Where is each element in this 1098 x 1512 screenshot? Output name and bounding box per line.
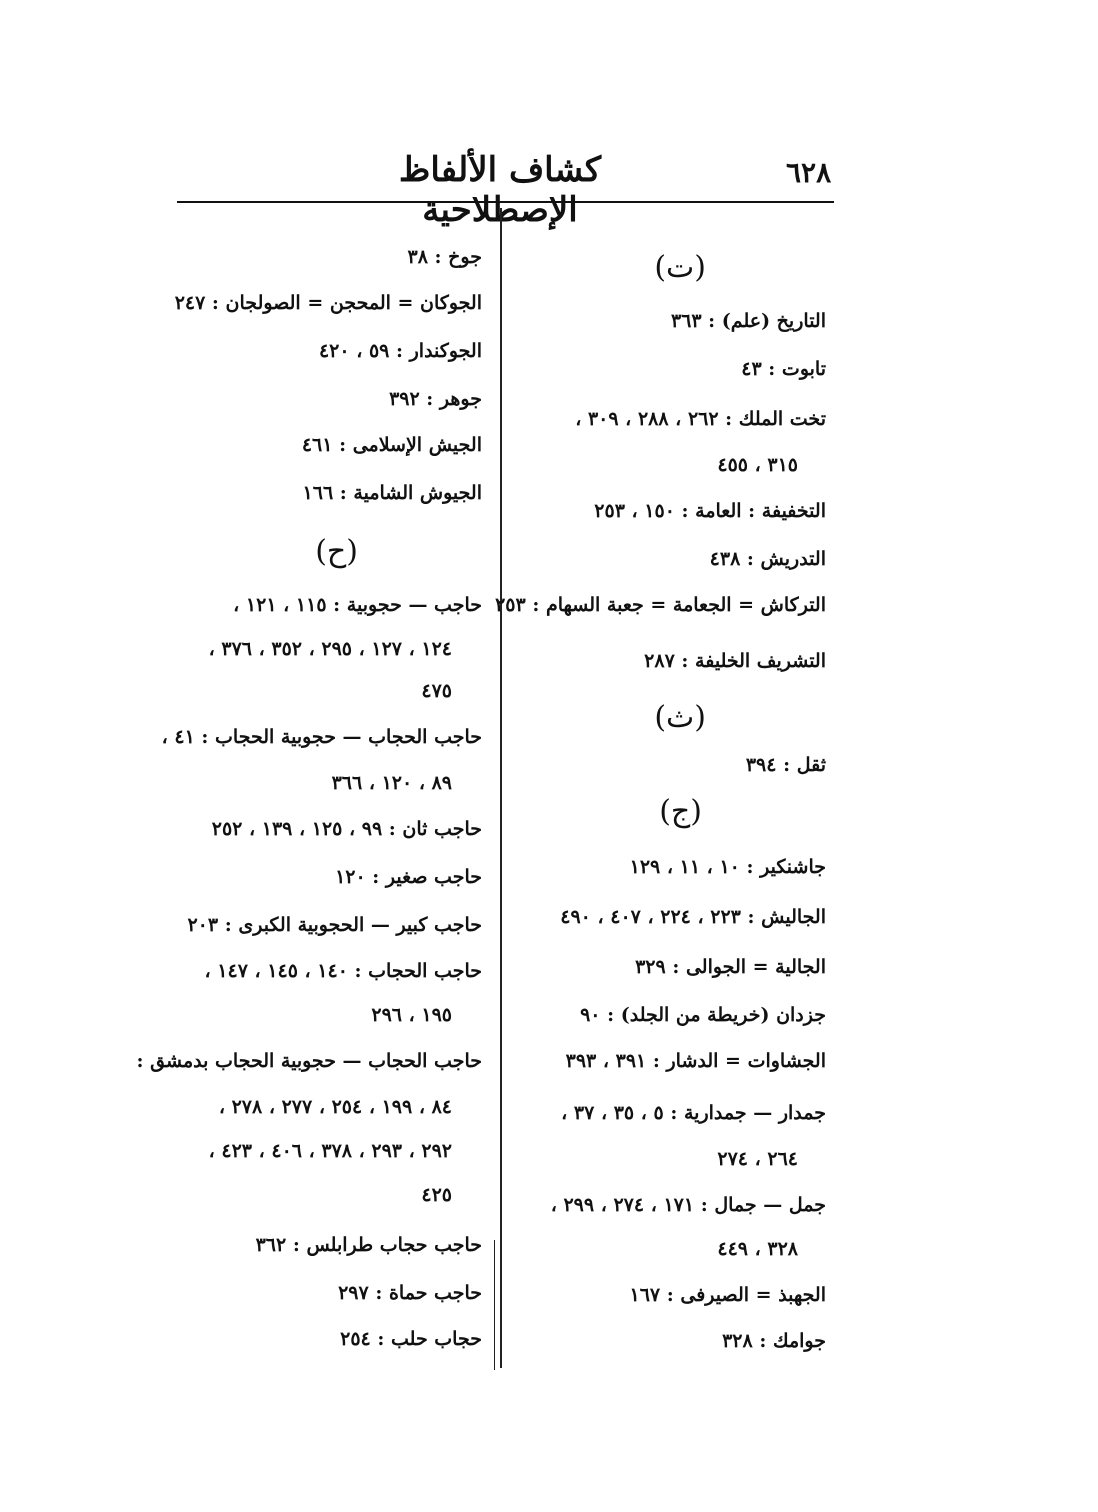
index-entry: الجالية = الجوالى : ٣٢٩ (635, 956, 826, 978)
index-entry: حاجب صغير : ١٢٠ (335, 866, 482, 888)
index-entry: التدريش : ٤٣٨ (709, 548, 826, 570)
index-entry: التاريخ (علم) : ٣٦٣ (670, 310, 826, 332)
index-entry: تخت الملك : ٢٦٢ ، ٢٨٨ ، ٣٠٩ ، (575, 408, 826, 430)
index-entry: جوخ : ٣٨ (407, 246, 482, 268)
index-entry: الجيش الإسلامى : ٤٦١ (301, 434, 482, 456)
index-entry-continuation: ٣١٥ ، ٤٥٥ (717, 454, 798, 476)
index-entry-continuation: ٢٩٢ ، ٢٩٣ ، ٣٧٨ ، ٤٠٦ ، ٤٢٣ ، (208, 1140, 452, 1162)
index-entry: تابوت : ٤٣ (741, 358, 826, 380)
index-entry: جمدار — جمدارية : ٥ ، ٣٥ ، ٣٧ ، (561, 1102, 826, 1124)
index-entry: حجاب حلب : ٢٥٤ (340, 1328, 482, 1350)
index-entry: الجاليش : ٢٢٣ ، ٢٢٤ ، ٤٠٧ ، ٤٩٠ (560, 906, 826, 928)
index-entry: حاجب الحجاب — حجوبية الحجاب بدمشق : (136, 1050, 482, 1072)
index-entry-continuation: ١٩٥ ، ٢٩٦ (371, 1004, 452, 1026)
page-number: ٦٢٨ (786, 156, 832, 189)
running-title: كشاف الألفاظ الإصطلاحية (398, 150, 602, 230)
index-entry: الجيوش الشامية : ١٦٦ (302, 482, 482, 504)
index-entry: الجوكان = المحجن = الصولجان : ٢٤٧ (174, 292, 482, 314)
index-entry: الجوكندار : ٥٩ ، ٤٢٠ (318, 340, 482, 362)
index-entry-continuation: ٤٧٥ (421, 680, 452, 702)
index-entry: حاجب حماة : ٢٩٧ (338, 1282, 482, 1304)
index-entry: جمل — جمال : ١٧١ ، ٢٧٤ ، ٢٩٩ ، (550, 1194, 826, 1216)
index-entry: جزدان (خريطة من الجلد) : ٩٠ (580, 1004, 826, 1026)
section-letter-tha: (ث) (654, 700, 706, 735)
index-entry: جاشنكير : ١٠ ، ١١ ، ١٢٩ (629, 856, 826, 878)
index-entry-continuation: ٢٦٤ ، ٢٧٤ (717, 1148, 798, 1170)
index-entry: التخفيفة : العامة : ١٥٠ ، ٢٥٣ (594, 500, 826, 522)
index-entry: جوهر : ٣٩٢ (389, 388, 482, 410)
column-divider-lower (494, 1240, 495, 1370)
index-entry-continuation: ٨٩ ، ١٢٠ ، ٣٦٦ (331, 772, 452, 794)
header-rule (177, 201, 834, 203)
section-letter-jim: (ج) (659, 794, 702, 829)
index-entry: التركاش = الجعامة = جعبة السهام : ٢٥٣ (495, 594, 826, 616)
index-entry: ثقل : ٣٩٤ (745, 754, 826, 776)
index-entry-continuation: ١٢٤ ، ١٢٧ ، ٢٩٥ ، ٣٥٢ ، ٣٧٦ ، (208, 638, 452, 660)
section-letter-ta: (ت) (654, 250, 706, 285)
index-entry: حاجب — حجوبية : ١١٥ ، ١٢١ ، (233, 594, 482, 616)
column-divider (500, 208, 502, 1368)
index-entry-continuation: ٨٤ ، ١٩٩ ، ٢٥٤ ، ٢٧٧ ، ٢٧٨ ، (218, 1096, 452, 1118)
index-entry: حاجب كبير — الحجوبية الكبرى : ٢٠٣ (187, 914, 482, 936)
section-letter-ha: (ح) (315, 534, 358, 569)
index-entry: حاجب الحجاب : ١٤٠ ، ١٤٥ ، ١٤٧ ، (204, 960, 482, 982)
index-entry: التشريف الخليفة : ٢٨٧ (644, 650, 826, 672)
index-entry: الجهبذ = الصيرفى : ١٦٧ (629, 1284, 826, 1306)
index-entry: حاجب ثان : ٩٩ ، ١٢٥ ، ١٣٩ ، ٢٥٢ (211, 818, 482, 840)
index-entry: جوامك : ٣٢٨ (722, 1330, 826, 1352)
index-entry-continuation: ٣٢٨ ، ٤٤٩ (717, 1238, 798, 1260)
index-entry: حاجب حجاب طرابلس : ٣٦٢ (255, 1234, 482, 1256)
index-entry-continuation: ٤٢٥ (421, 1184, 452, 1206)
index-entry: حاجب الحجاب — حجوبية الحجاب : ٤١ ، (161, 726, 482, 748)
index-entry: الجشاوات = الدشار : ٣٩١ ، ٣٩٣ (565, 1050, 826, 1072)
